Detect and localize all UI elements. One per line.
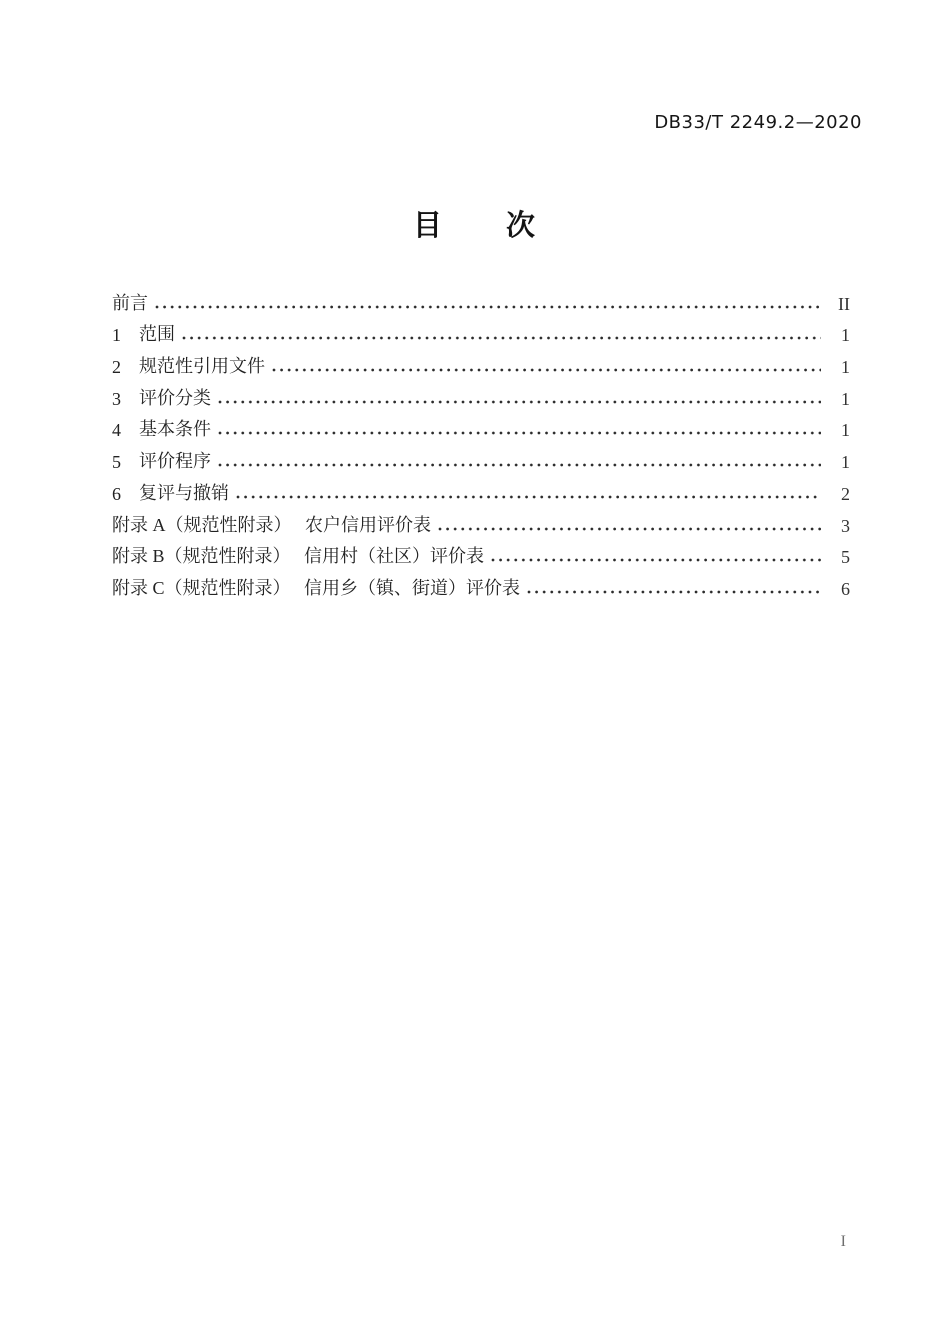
- toc-dot-leader: [218, 463, 821, 467]
- toc-entry-page: 1: [841, 388, 850, 409]
- toc-entry-number: 5: [112, 452, 121, 473]
- toc-dot-leader: [236, 495, 821, 499]
- toc-dot-leader: [218, 400, 821, 404]
- toc-dot-leader: [438, 527, 821, 531]
- toc-entry: [112, 410, 850, 442]
- toc-entry-label: 规范性引用文件: [139, 356, 265, 377]
- toc-entry: [112, 315, 850, 347]
- document-header: [0, 112, 862, 133]
- toc-entry-page: II: [838, 293, 850, 314]
- toc-entry: [112, 568, 850, 600]
- toc-entry-page: 2: [841, 483, 850, 504]
- page-number: I: [840, 1233, 846, 1250]
- toc-title: 目 次: [412, 208, 537, 242]
- toc-entry-number: 1: [112, 325, 121, 346]
- toc-entry-label: 评价分类: [139, 387, 211, 408]
- toc-dot-leader: [218, 431, 821, 435]
- doc-code: DB33/T 2249.2—2020: [654, 112, 862, 133]
- toc-entry-number: 3: [112, 388, 121, 409]
- toc-entry: [112, 346, 850, 378]
- toc-entry-number: 4: [112, 420, 121, 441]
- toc-dot-leader: [491, 558, 821, 562]
- toc-dot-leader: [155, 305, 821, 309]
- toc-entry-page: 1: [841, 325, 850, 346]
- toc-entry: [112, 441, 850, 473]
- toc-entry-label: 附录 B（规范性附录） 信用村（社区）评价表: [112, 546, 485, 567]
- toc-entry: [112, 283, 850, 315]
- toc-entry-label: 附录 C（规范性附录） 信用乡（镇、街道）评价表: [112, 577, 521, 598]
- toc-entry-number: 6: [112, 483, 121, 504]
- toc-entry-label: 前言: [112, 292, 148, 313]
- toc-entry: [112, 378, 850, 410]
- toc-entry-label: 附录 A（规范性附录） 农户信用评价表: [112, 514, 431, 535]
- toc-entry-page: 5: [841, 547, 850, 568]
- toc-dot-leader: [527, 590, 821, 594]
- page-footer: [841, 1233, 846, 1251]
- toc-entry-label: 基本条件: [139, 419, 211, 440]
- toc-entry-page: 1: [841, 420, 850, 441]
- toc-entry-label: 范围: [139, 324, 175, 345]
- toc-entry: [112, 537, 850, 569]
- toc-entry-page: 3: [841, 515, 850, 536]
- toc-entry: [112, 505, 850, 537]
- toc-dot-leader: [182, 336, 821, 340]
- toc-entry-page: 1: [841, 452, 850, 473]
- toc-entry: [112, 473, 850, 505]
- toc-entry-page: 6: [841, 578, 850, 599]
- toc-entry-label: 评价程序: [139, 451, 211, 472]
- toc-entry-label: 复评与撤销: [139, 482, 229, 503]
- toc-entry-page: 1: [841, 357, 850, 378]
- toc-list: [112, 283, 850, 600]
- toc-entry-number: 2: [112, 357, 121, 378]
- toc-dot-leader: [272, 368, 821, 372]
